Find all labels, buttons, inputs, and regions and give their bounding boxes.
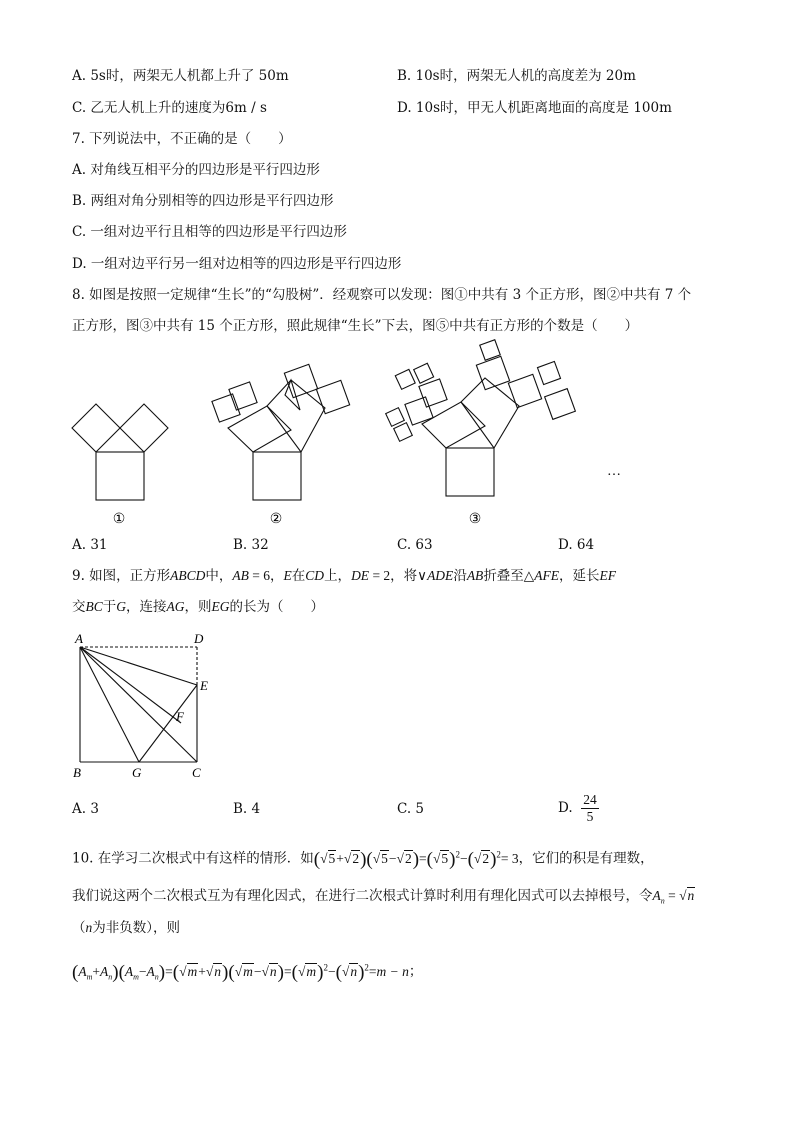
fig1-label: ①: [112, 512, 126, 527]
q7-option-d: D. 一组对边平行另一组对边相等的四边形是平行四边形: [72, 256, 402, 272]
fig2-label: ②: [269, 512, 283, 527]
q7-option-b: B. 两组对角分别相等的四边形是平行四边形: [72, 193, 334, 209]
tree-figure-1: [72, 404, 168, 500]
q7-option-c: C. 一组对边平行且相等的四边形是平行四边形: [72, 224, 347, 240]
q6-option-d: D. 10s时，甲无人机距离地面的高度是 100m: [397, 100, 672, 116]
q10-stem-line2: 我们说这两个二次根式互为有理化因式，在进行二次根式计算时利用有理化因式可以去掉根号，令$A_n = √n$: [72, 888, 695, 906]
q9-option-a: A. 3: [72, 801, 99, 817]
label-g: G: [132, 765, 142, 780]
ellipsis: …: [607, 464, 621, 479]
tree-figure-2: [212, 364, 350, 500]
q6-option-b: B. 10s时，两架无人机的高度差为 20m: [397, 68, 636, 84]
segment-eg: [139, 685, 197, 762]
segment-ag: [80, 647, 139, 762]
q6-option-a: A. 5s时，两架无人机都上升了 50m: [72, 68, 289, 84]
segment-ac: [80, 647, 197, 762]
fraction-24-5: $\frac{24}{5}$: [583, 792, 597, 824]
q8-option-d: D. 64: [558, 537, 595, 553]
q9-stem-line2: 交BC于G，连接AG，则EG的长为（ ）: [72, 599, 325, 615]
q8-option-b: B. 32: [233, 537, 269, 553]
q10-stem-line3: （n为非负数），则: [72, 920, 180, 936]
q9-option-d: D. $\frac{24}{5}$: [558, 792, 597, 824]
segment-ae: [80, 647, 197, 685]
q9-stem-line1: 9. 如图，正方形ABCD中，AB = 6，E在CD上，DE = 2，将∨ADE沿AB折叠至△AFE，延长EF: [72, 568, 616, 584]
q10-formula: $(A_m+A_n)(A_m-A_n)=(√m+√n)(√m-√n)=(√m)^2-(√n)^2=m - n$；: [72, 961, 423, 983]
q8-option-a: A. 31: [72, 537, 108, 553]
fig3-label: ③: [468, 512, 482, 527]
label-a: A: [75, 631, 83, 646]
q6-option-c: C. 乙无人机上升的速度为6m / s: [72, 100, 267, 116]
label-f: F: [176, 709, 184, 724]
q9-option-b: B. 4: [233, 801, 261, 817]
square-fold-figure: [66, 628, 226, 783]
segment-af: [80, 647, 181, 723]
q8-stem-line2: 正方形，图③中共有 15 个正方形，照此规律“生长”下去，图⑤中共有正方形的个数是（ ）: [72, 318, 639, 334]
q7-option-a: A. 对角线互相平分的四边形是平行四边形: [72, 162, 320, 178]
q8-stem-line1: 8. 如图是按照一定规律“生长”的“勾股树”．经观察可以发现：图①中共有 3 个正方形，图②中共有 7 个: [72, 287, 692, 303]
label-d: D: [194, 631, 204, 646]
tree-figure-3: [386, 340, 576, 496]
pythagoras-tree-figures: [60, 335, 660, 535]
q8-option-c: C. 63: [397, 537, 433, 553]
label-e: E: [200, 678, 208, 693]
q10-stem-line1: 10. 在学习二次根式中有这样的情形．如$(√5+√2)(√5-√2)=(√5)^2-(√2)^2= 3$，它们的积是有理数，: [72, 848, 654, 870]
q9-option-c: C. 5: [397, 801, 425, 817]
label-b: B: [73, 765, 81, 780]
q7-stem: 7. 下列说法中，不正确的是（ ）: [72, 131, 292, 147]
label-c: C: [192, 765, 201, 780]
